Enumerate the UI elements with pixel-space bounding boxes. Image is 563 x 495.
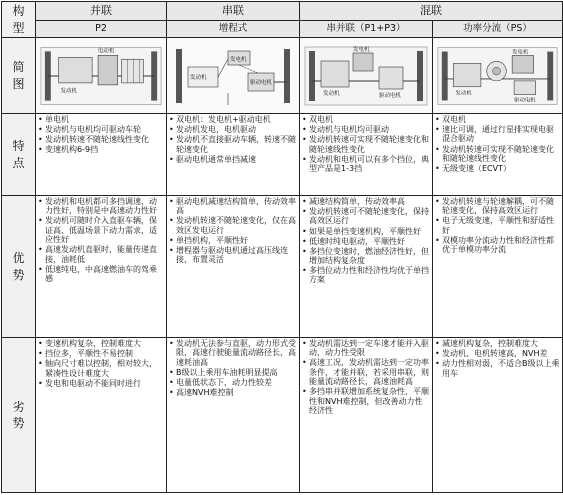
row-label-char: 优 <box>12 251 25 266</box>
hybrid-config-table <box>1 1 563 493</box>
bullet-list <box>302 115 430 173</box>
cons-p1p3 <box>300 338 433 493</box>
features-row <box>2 114 563 196</box>
row-label-char: 简 <box>12 60 25 75</box>
cons-erev <box>167 338 300 493</box>
label-engine: 发动机 <box>190 74 207 81</box>
list-item: • 挡位多，平顺性不易控制 <box>38 349 164 358</box>
list-item: • 多挡串并联增加系统复杂性，平顺性和NVH难控制，但改善动力性经济性 <box>302 387 430 415</box>
list-item: • 发动机、电机转速高，NVH差 <box>435 349 560 358</box>
list-item: • 发动机转速可不随轮速变化，保持高效区运行 <box>302 207 430 226</box>
corner-char-2: 型 <box>12 20 25 35</box>
list-item: • 发动机转速与轮速解耦，可不随轮速变化，保持高效区运行 <box>435 197 560 216</box>
list-item: • 速比可调，通过行星排实现电驱混合驱动 <box>435 125 560 144</box>
diagram-cell-ps <box>433 38 563 114</box>
label-engine: 发动机 <box>455 90 472 97</box>
row-label-char: 势 <box>12 416 25 430</box>
bullet-list <box>38 197 164 284</box>
diagram-cell-p1p3 <box>300 38 433 114</box>
list-item: • 发电和电驱动不能同时进行 <box>38 379 164 388</box>
cons-row <box>2 338 563 493</box>
list-item: • 动力性相对弱，不适合B级以上乘用车 <box>435 359 560 378</box>
list-item: • 驱动电机减速结构简单，传动效率高 <box>169 197 297 216</box>
list-item: • 轴向尺寸难以控制，相对较大，紧凑性设计难度大 <box>38 359 164 378</box>
bullet-list <box>169 339 297 397</box>
list-item: • 发动机和电机都可多挡调速，动力性好，特别是中高速动力性好 <box>38 197 164 216</box>
type-p2: P2 <box>36 21 167 38</box>
label-motor: 电动机 <box>98 47 115 54</box>
type-p1p3: 串并联（P1+P3） <box>300 21 433 38</box>
type-erev: 增程式 <box>167 21 300 38</box>
list-item: • 发动机与电机均可驱动 <box>302 125 430 134</box>
diagram-cell-p2 <box>36 38 167 114</box>
label-generator: 发电机 <box>230 56 247 63</box>
list-item: • 发动机转速可实现不随轮速变化和随轮速线性变化 <box>302 135 430 154</box>
list-item: • 减速机构复杂，控制难度大 <box>435 339 560 348</box>
cons-p2 <box>36 338 167 493</box>
list-item: • 变速机构6-9挡 <box>38 145 164 154</box>
bullet-list <box>302 339 430 416</box>
bullet-list <box>169 115 297 164</box>
diagram-row <box>2 38 563 114</box>
row-label-cons <box>2 338 36 493</box>
list-item: • 发动机转速可实现不随轮速变化和随轮速线性变化 <box>435 145 560 164</box>
list-item: • 单电机 <box>38 115 164 124</box>
list-item: • 变速机构复杂，控制难度大 <box>38 339 164 348</box>
list-item: • 无级变速（ECVT） <box>435 164 560 173</box>
list-item: • 双电机 <box>302 115 430 124</box>
list-item: • 低速纯电，中高速燃油车的驾乘感 <box>38 265 164 284</box>
list-item: • 如果是单挡变速机构，平顺性好 <box>302 227 430 236</box>
group-parallel: 并联 <box>36 2 167 21</box>
row-label-char: 图 <box>12 76 25 91</box>
ps-powertrain-diagram <box>434 41 561 111</box>
list-item: • 低速时纯电驱动，平顺性好 <box>302 237 430 246</box>
list-item: • 多挡位动力性和经济性均优于单挡方案 <box>302 266 430 285</box>
features-ps <box>433 114 563 196</box>
list-item: • 双模功率分流动力性和经济性都优于单模功率分流 <box>435 236 560 255</box>
pros-p1p3 <box>300 196 433 338</box>
list-item: • 增程器与驱动电机通过高压线连接，布置灵活 <box>169 246 297 265</box>
type-ps: 功率分流（PS） <box>433 21 563 38</box>
row-label-pros <box>2 196 36 338</box>
list-item: • 发动机可随时介入直驱车辆，保证高、低温场景下动力需求，适应性好 <box>38 216 164 244</box>
header-row-types <box>2 21 563 38</box>
p2-powertrain-diagram <box>37 41 165 111</box>
label-drive-motor: 驱动电机 <box>514 96 536 103</box>
group-series: 串联 <box>167 2 300 21</box>
cons-ps <box>433 338 563 493</box>
list-item: • 高速发动机直驱时，能量传递直接，油耗低 <box>38 245 164 264</box>
list-item: • 发动机不直接驱动车辆，转速不随轮速变化 <box>169 135 297 154</box>
bullet-list <box>302 197 430 285</box>
list-item: • 减速结构简单，传动效率高 <box>302 197 430 206</box>
list-item: • 发动机转速不随轮速线性变化 <box>38 135 164 144</box>
list-item: • 发动机需达到一定车速才能并入驱动，动力性受限 <box>302 339 430 358</box>
pros-row <box>2 196 563 338</box>
header-row-groups <box>2 2 563 21</box>
erev-powertrain-diagram <box>168 41 298 111</box>
corner-label <box>2 2 36 38</box>
list-item: • 发动机与电机均可驱动车轮 <box>38 125 164 134</box>
list-item: • 多挡位变速时，燃油经济性好，但增加结构复杂度 <box>302 247 430 266</box>
bullet-list <box>38 339 164 388</box>
list-item: • 双电机 <box>435 115 560 124</box>
bullet-list <box>435 115 560 173</box>
p1p3-powertrain-diagram <box>301 41 431 111</box>
label-engine: 发动机 <box>323 90 340 97</box>
diagram-cell-erev <box>167 38 300 114</box>
label-drive-motor: 驱动电机 <box>250 79 273 86</box>
row-label-diagram <box>2 38 36 114</box>
label-engine: 发动机 <box>60 88 77 95</box>
bullet-list <box>169 197 297 265</box>
row-label-char: 特 <box>12 139 25 154</box>
pros-p2 <box>36 196 167 338</box>
list-item: • 高速工况，发动机需达到一定功率条件，才能并联，若采用串联，则能量流动路径长，高速油耗高 <box>302 358 430 386</box>
list-item: • 高速NVH难控制 <box>169 388 297 397</box>
hybrid-comparison-page <box>0 1 563 495</box>
list-item: • 电量低状态下，动力性较差 <box>169 378 297 387</box>
features-erev <box>167 114 300 196</box>
bullet-list <box>435 339 560 378</box>
row-label-char: 劣 <box>12 399 25 414</box>
list-item: • 双电机：发电机+驱动电机 <box>169 115 297 124</box>
row-label-features <box>2 114 36 196</box>
pros-erev <box>167 196 300 338</box>
label-drive-motor: 驱动电机 <box>379 92 402 99</box>
list-item: • 发动机转速不随轮速变化，仅在高效区发电运行 <box>169 216 297 235</box>
features-p2 <box>36 114 167 196</box>
group-mixed: 混联 <box>300 2 563 21</box>
features-p1p3 <box>300 114 433 196</box>
list-item: • 驱动电机通常单挡减速 <box>169 155 297 164</box>
bullet-list <box>38 115 164 155</box>
label-generator: 发电机 <box>512 49 529 56</box>
corner-char-1: 构 <box>12 4 25 19</box>
label-generator: 发电机 <box>353 46 370 53</box>
row-label-char: 点 <box>12 155 25 170</box>
list-item: • 发动机和电机可以有多个挡位，典型产品是1-3挡 <box>302 155 430 174</box>
list-item: • 发动机发电，电机驱动 <box>169 125 297 134</box>
list-item: • 发动机无法参与直驱，动力形式受限，高速行驶能量流动路径长，高速耗油高 <box>169 339 297 367</box>
pros-ps <box>433 196 563 338</box>
row-label-char: 势 <box>12 267 25 282</box>
list-item: • B级以上乘用车油耗明显提高 <box>169 368 297 377</box>
list-item: • 单挡机构，平顺性好 <box>169 236 297 245</box>
list-item: • 电子无级变速，平顺性和舒适性好 <box>435 216 560 235</box>
bullet-list <box>435 197 560 255</box>
